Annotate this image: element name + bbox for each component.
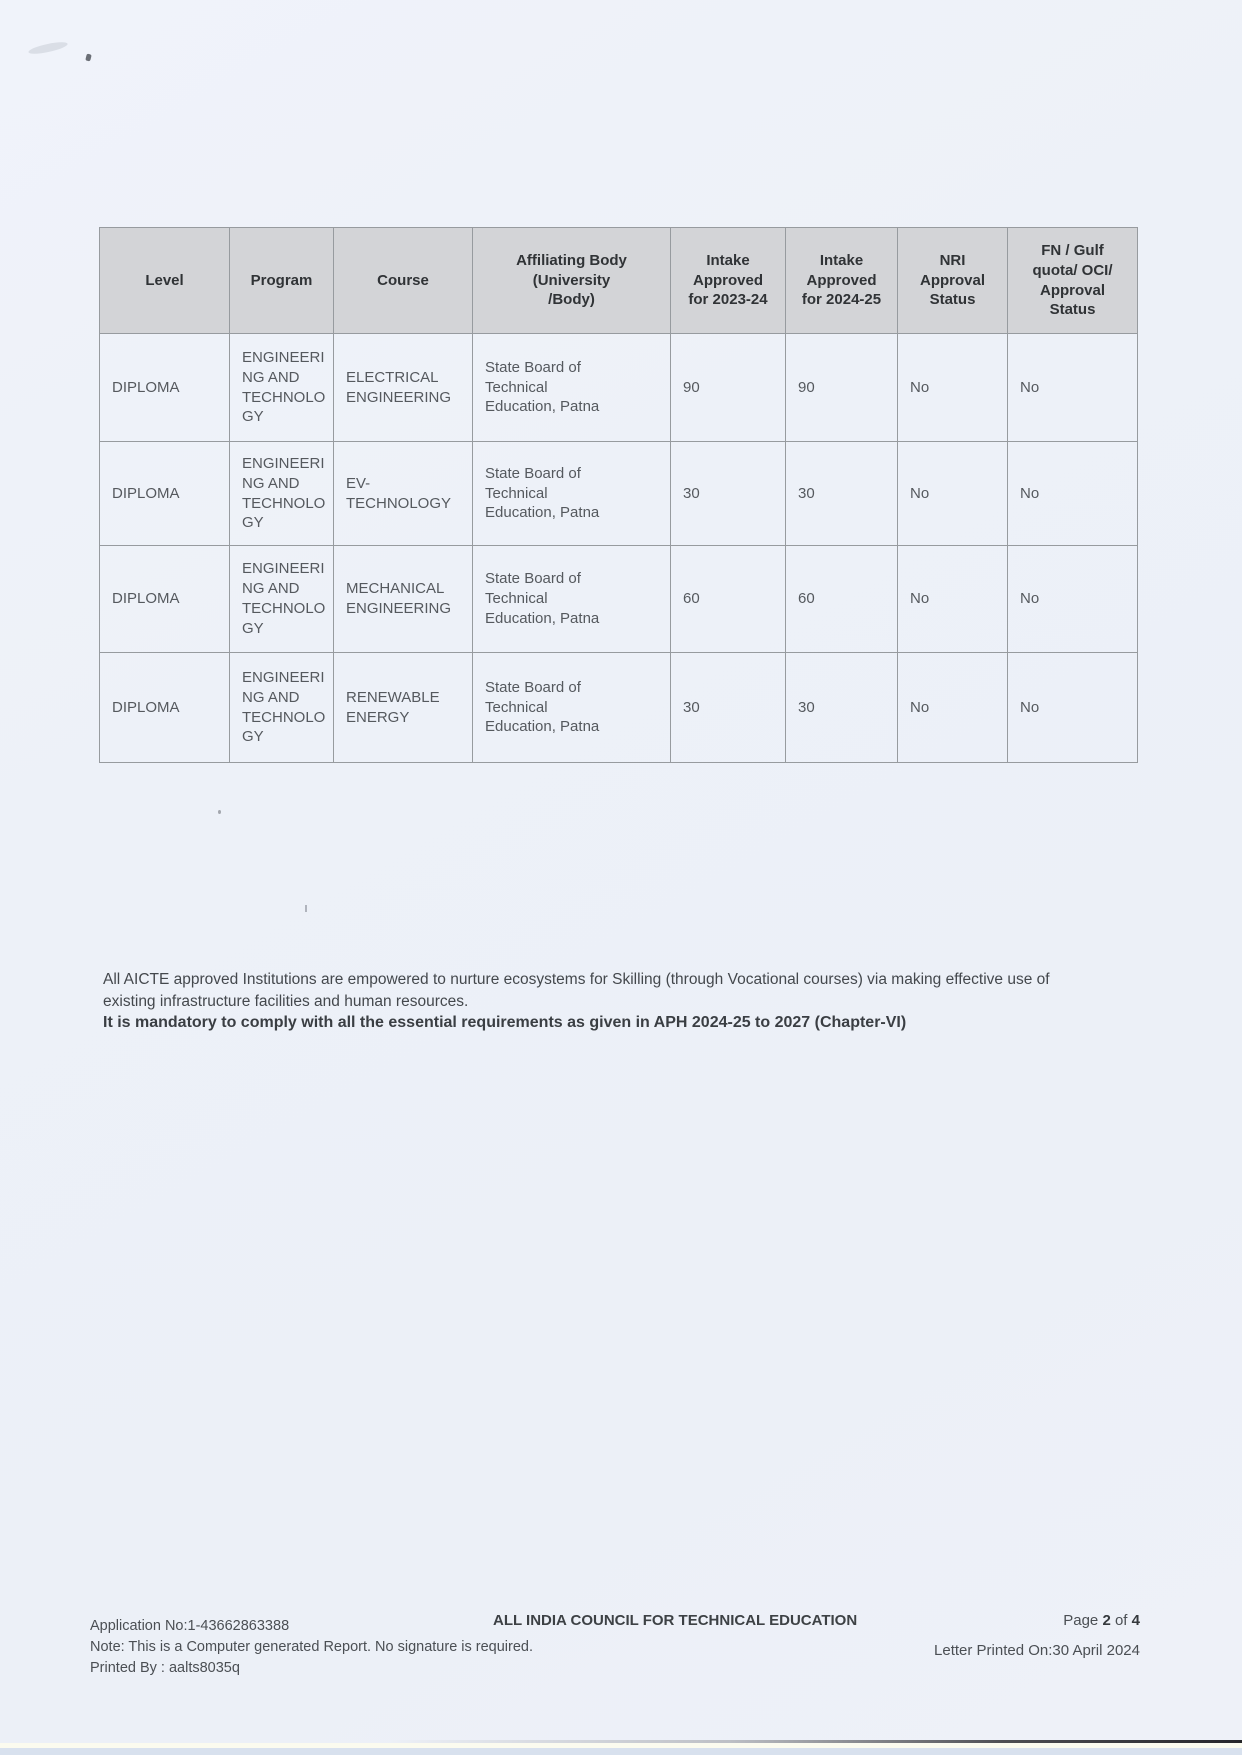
page-of-label: of [1114,1612,1128,1629]
scan-smudge [28,40,69,56]
cell-course: ELECTRICAL ENGINEERING [334,334,473,442]
cell-program: ENGINEERI NG AND TECHNOLO GY [230,653,334,763]
scan-speck [218,810,221,814]
cell-affiliating-body: State Board of Technical Education, Patna [473,653,671,763]
skilling-note-text: All AICTE approved Institutions are empowered to nurture ecosystems for Skilling (through Vocational courses) via making effective use of existing infrastructure facilities and human resources. [103,971,1050,1010]
cell-intake-2023-24: 30 [671,653,786,763]
header-level: Level [100,228,230,334]
cell-course: RENEWABLE ENERGY [334,653,473,763]
cell-fn-gulf-status: No [1008,334,1138,442]
header-nri-approval-status: NRI Approval Status [898,228,1008,334]
cell-level: DIPLOMA [100,546,230,653]
cell-intake-2023-24: 60 [671,546,786,653]
table-row [100,653,1138,763]
page-current: 2 [1102,1612,1111,1629]
scan-speck [85,53,92,61]
computer-generated-note: Note: This is a Computer generated Report. No signature is required. [90,1639,534,1655]
header-program: Program [230,228,334,334]
footer-right-block [934,1612,1140,1659]
table-header-row [100,228,1138,334]
scan-bottom-blue-strip [0,1748,1242,1755]
cell-affiliating-body: State Board of Technical Education, Patna [473,442,671,546]
header-affiliating-body: Affiliating Body (University /Body) [473,228,671,334]
application-number: Application No:1-43662863388 [90,1618,290,1634]
table-row [100,546,1138,653]
cell-intake-2023-24: 30 [671,442,786,546]
cell-affiliating-body: State Board of Technical Education, Patna [473,334,671,442]
table-row [100,442,1138,546]
cell-intake-2024-25: 90 [786,334,898,442]
letter-printed-on: Letter Printed On:30 April 2024 [934,1642,1140,1659]
cell-program: ENGINEERI NG AND TECHNOLO GY [230,546,334,653]
cell-affiliating-body: State Board of Technical Education, Patna [473,546,671,653]
cell-intake-2023-24: 90 [671,334,786,442]
cell-nri-status: No [898,653,1008,763]
cell-nri-status: No [898,442,1008,546]
cell-program: ENGINEERI NG AND TECHNOLO GY [230,442,334,546]
header-course: Course [334,228,473,334]
header-intake-2023-24: Intake Approved for 2023-24 [671,228,786,334]
cell-intake-2024-25: 60 [786,546,898,653]
cell-nri-status: No [898,546,1008,653]
cell-intake-2024-25: 30 [786,653,898,763]
cell-level: DIPLOMA [100,334,230,442]
mandatory-compliance-note: It is mandatory to comply with all the essential requirements as given in APH 2024-25 to 2027 (Chapter-VI) [103,1014,907,1031]
cell-fn-gulf-status: No [1008,546,1138,653]
footer-left-block [90,1616,533,1679]
cell-fn-gulf-status: No [1008,442,1138,546]
table-row [100,334,1138,442]
cell-course: MECHANICAL ENGINEERING [334,546,473,653]
header-fn-gulf-approval-status: FN / Gulf quota/ OCI/ Approval Status [1008,228,1138,334]
scan-speck [305,905,307,912]
page-indicator [934,1612,1140,1629]
cell-program: ENGINEERI NG AND TECHNOLO GY [230,334,334,442]
cell-intake-2024-25: 30 [786,442,898,546]
cell-course: EV- TECHNOLOGY [334,442,473,546]
printed-by: Printed By : aalts8035q [90,1660,240,1676]
cell-fn-gulf-status: No [1008,653,1138,763]
course-intake-table [99,227,1138,763]
council-title: ALL INDIA COUNCIL FOR TECHNICAL EDUCATION [493,1612,858,1629]
cell-level: DIPLOMA [100,442,230,546]
cell-nri-status: No [898,334,1008,442]
page-total: 4 [1131,1612,1140,1629]
page-label: Page [1063,1612,1099,1629]
cell-level: DIPLOMA [100,653,230,763]
header-intake-2024-25: Intake Approved for 2024-25 [786,228,898,334]
